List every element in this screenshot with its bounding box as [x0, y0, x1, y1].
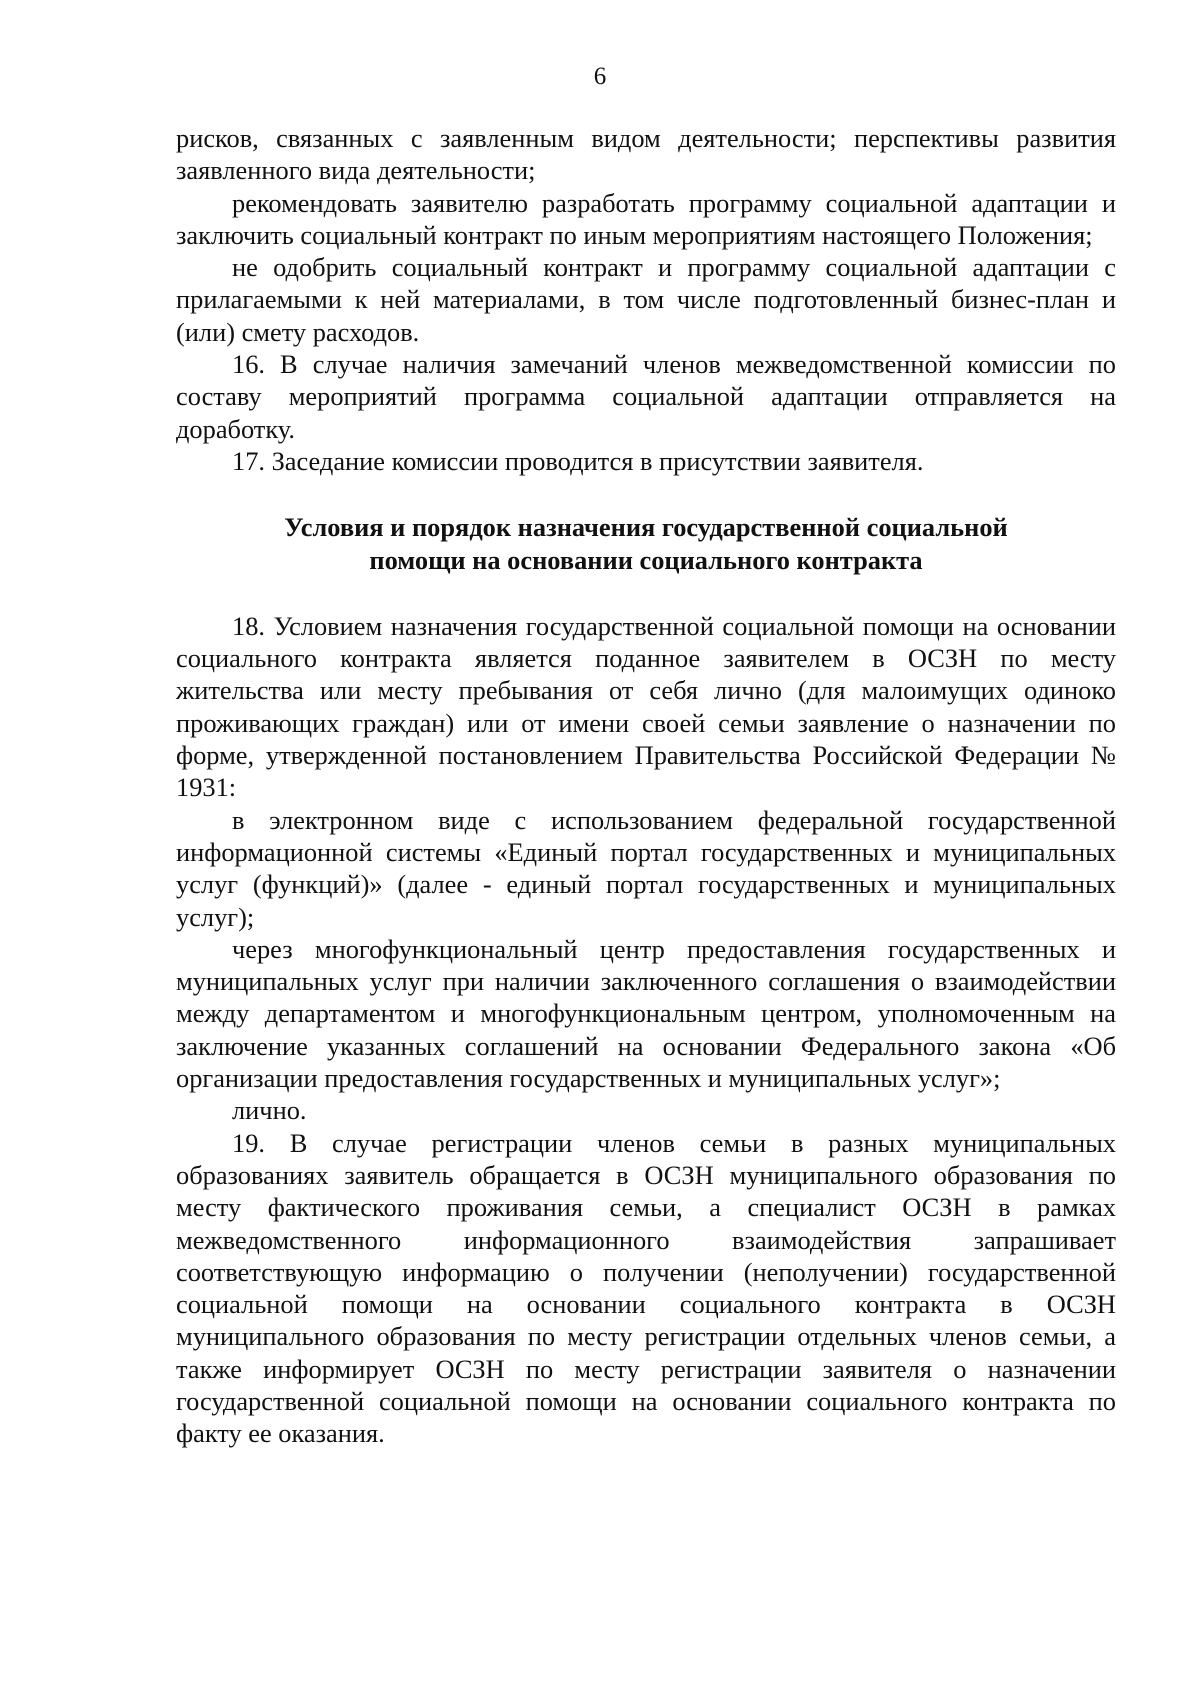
- document-body: [176, 122, 1116, 1450]
- paragraph-top-2: рекомендовать заявителю разработать программу социальной адаптации и заключить социальный контракт по иным мероприятиям настоящего Положения;: [176, 187, 1116, 250]
- paragraph-item-18: 18. Условием назначения государственной социальной помощи на основании социального контракта является поданное заявителем в ОСЗН по месту жительства или месту пребывания от себя лично (для малоимущих одиноко проживающих граждан) или от имени своей семьи заявление о назначении по форме, утвержденной постановлением Правительства Российской Федерации № 1931:: [176, 610, 1116, 803]
- paragraph-item-17: 17. Заседание комиссии проводится в присутствии заявителя.: [232, 445, 924, 476]
- paragraph-in-person: лично.: [232, 1095, 307, 1126]
- paragraph-top-3: не одобрить социальный контракт и программу социальной адаптации с прилагаемыми к ней материалами, в том числе подготовленный бизнес-план и (или) смету расходов.: [176, 252, 1116, 347]
- paragraph-item-16: 16. В случае наличия замечаний членов межведомственной комиссии по составу мероприятий программа социальной адаптации отправляется на доработку.: [176, 349, 1116, 444]
- paragraph-top-1: рисков, связанных с заявленным видом деятельности; перспективы развития заявленного вида деятельности;: [176, 123, 1116, 186]
- section-heading-line-2: помощи на основании социального контракта: [369, 544, 923, 575]
- paragraph-item-19: 19. В случае регистрации членов семьи в разных муниципальных образованиях заявитель обращается в ОСЗН муниципального образования по месту фактического проживания семьи, а специалист ОСЗН в рамках межведомственного информационного взаимодействия запрашивает соответствующую информацию о получении (неполучении) государственной социальной помощи на основании социального контракта в ОСЗН муниципального образования по месту регистрации отдельных членов семьи, а также информирует ОСЗН по месту регистрации заявителя о назначении государственной социальной помощи на основании социального контракта по факту ее оказания.: [176, 1127, 1116, 1449]
- section-heading-line-1: Условия и порядок назначения государственной социальной: [284, 512, 1008, 543]
- section-heading: [176, 511, 1116, 576]
- paragraph-mfc: через многофункциональный центр предоставления государственных и муниципальных услуг при наличии заключенного соглашения о взаимодействии между департаментом и многофункциональным центром, уполномоченным на заключение указанных соглашений на основании Федерального закона «Об организации предоставления государственных и муниципальных услуг»;: [176, 933, 1116, 1094]
- paragraph-electronic: в электронном виде с использованием федеральной государственной информационной системы «Единый портал государственных и муниципальных услуг (функций)» (далее - единый портал государственных и муниципальных услуг);: [176, 804, 1116, 932]
- page-number: 6: [593, 63, 607, 90]
